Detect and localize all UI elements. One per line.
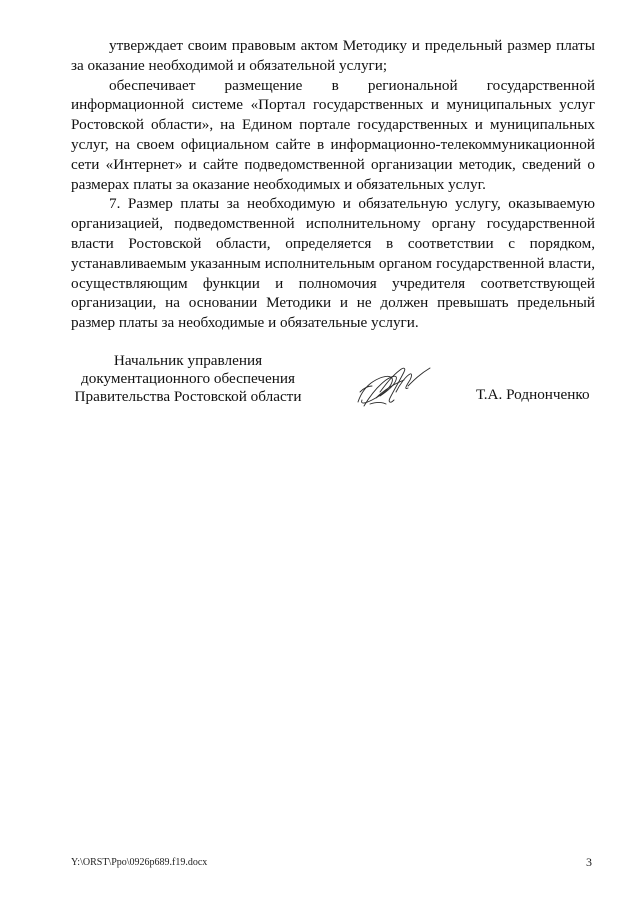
document-body xyxy=(71,36,595,333)
handwritten-signature xyxy=(350,362,440,414)
position-line: документационного обеспечения xyxy=(81,370,295,387)
position-line: Правительства Ростовской области xyxy=(74,388,302,405)
page-number: 3 xyxy=(586,855,592,869)
paragraph: обеспечивает размещение в региональной государственной информационной системе «Портал государственных и муниципальных услуг Ростовской области», на Едином портале государственных и муниципальных услуг, на своем официальном сайте в информационно-телекоммуникационной сети «Интернет» и сайте подведомственной организации методик, сведений о размерах платы за оказание необходимых и обязательных услуг. xyxy=(71,76,595,193)
signature-block xyxy=(0,352,640,412)
paragraph: 7. Размер платы за необходимую и обязательную услугу, оказываемую организацией, подведомственной исполнительному органу государственной власти Ростовской области, определяется в соответствии с порядком, устанавливаемым указанным исполнительным органом государственной власти, осуществляющим функции и полномочия учредителя соответствующей организации, на основании Методики и не должен превышать предельный размер платы за необходимые и обязательные услуги. xyxy=(71,195,595,332)
paragraph: утверждает своим правовым актом Методику и предельный размер платы за оказание необходимой и обязательной услуги; xyxy=(71,37,595,74)
signatory-name: Т.А. Роднонченко xyxy=(476,386,590,403)
footer-file-path: Y:\ORST\Ppo\0926p689.f19.docx xyxy=(71,857,208,868)
position-line: Начальник управления xyxy=(113,352,263,369)
signatory-position xyxy=(58,352,318,406)
